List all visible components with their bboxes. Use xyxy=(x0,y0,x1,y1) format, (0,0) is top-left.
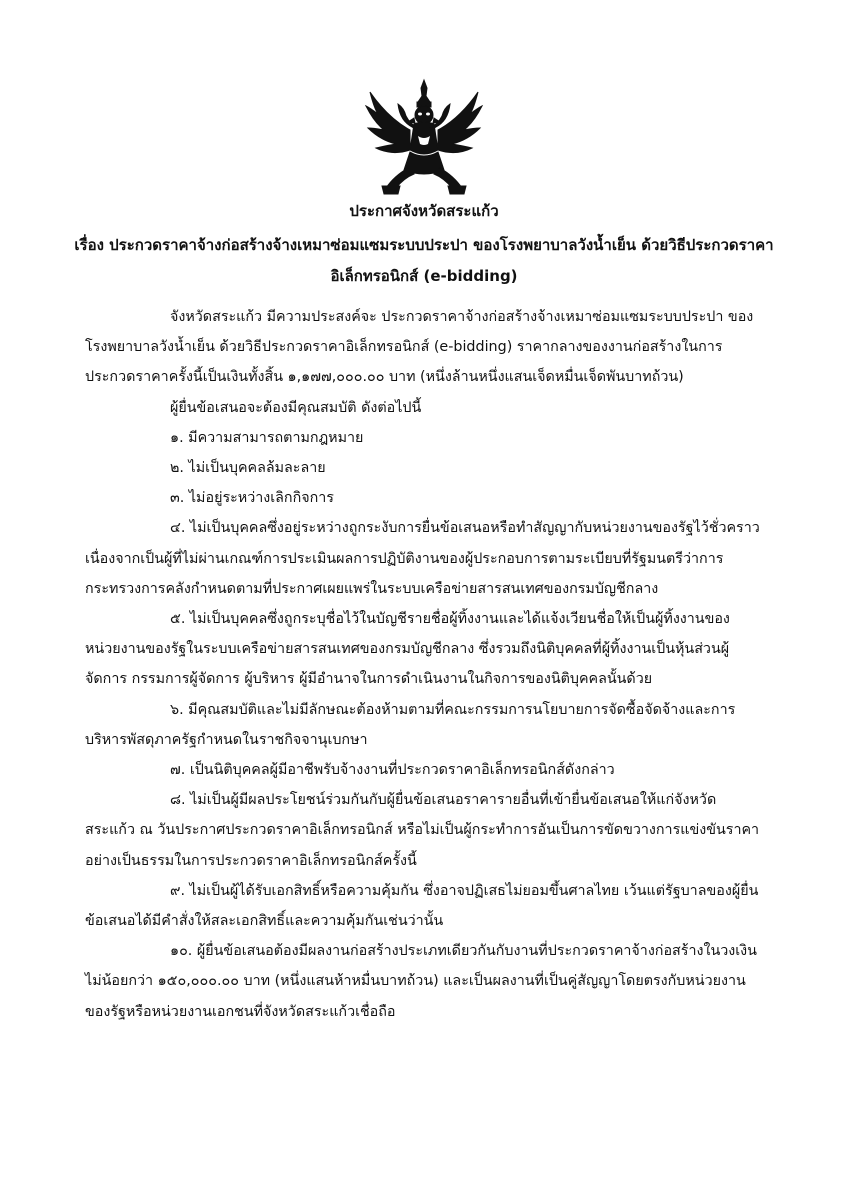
intro-paragraph: จังหวัดสระแก้ว มีความประสงค์จะ ประกวดราคาจ้างก่อสร้างจ้างเหมาซ่อมแซมระบบประปา ของโรงพยาบาลวังน้ำเย็น ด้วยวิธีประกวดราคาอิเล็กทรอนิกส์ (e-bidding) ราคากลางของงานก่อสร้างในการประกวดราคาครั้งนี้เป็นเงินทั้งสิ้น ๑,๑๗๗,๐๐๐.๐๐ บาท (หนึ่งล้านหนึ่งแสนเจ็ดหมื่นเจ็ดพันบาทถ้วน) xyxy=(85,309,754,386)
subject-line-2: อิเล็กทรอนิกส์ (e-bidding) xyxy=(330,267,518,285)
qualification-item-9: ๙. ไม่เป็นผู้ได้รับเอกสิทธิ์หรือความคุ้มกัน ซึ่งอาจปฏิเสธไม่ยอมขึ้นศาลไทย เว้นแต่รัฐบาลของผู้ยื่นข้อเสนอได้มีคำสั่งให้สละเอกสิทธิ์และความคุ้มกันเช่นว่านั้น xyxy=(85,882,759,930)
qualification-item-6: ๖. มีคุณสมบัติและไม่มีลักษณะต้องห้ามตามที่คณะกรรมการนโยบายการจัดซื้อจัดจ้างและการบริหารพัสดุภาครัฐกำหนดในราชกิจจานุเบกษา xyxy=(85,701,736,748)
qualification-item-8: ๘. ไม่เป็นผู้มีผลประโยชน์ร่วมกันกับผู้ยื่นข้อเสนอราคารายอื่นที่เข้ายื่นข้อเสนอให้แก่จังหวัดสระแก้ว ณ วันประกาศประกวดราคาอิเล็กทรอนิกส์ หรือไม่เป็นผู้กระทำการอันเป็นการขัดขวางการแข่งขันราคาอย่างเป็นธรรมในการประกวดราคาอิเล็กทรอนิกส์ครั้งนี้ xyxy=(85,792,760,869)
announcement-subject xyxy=(60,230,788,292)
qualification-item-5: ๕. ไม่เป็นบุคคลซึ่งถูกระบุชื่อไว้ในบัญชีรายชื่อผู้ทิ้งงานและได้แจ้งเวียนชื่อให้เป็นผู้ทิ้งงานของหน่วยงานของรัฐในระบบเครือข่ายสารสนเทศของกรมบัญชีกลาง ซึ่งรวมถึงนิติบุคคลที่ผู้ทิ้งงานเป็นหุ้นส่วนผู้จัดการ กรรมการผู้จัดการ ผู้บริหาร ผู้มีอำนาจในการดำเนินงานในกิจการของนิติบุคคลนั้นด้วย xyxy=(85,611,730,688)
qualification-item-7: ๗. เป็นนิติบุคคลผู้มีอาชีพรับจ้างงานที่ประกวดราคาอิเล็กทรอนิกส์ดังกล่าว xyxy=(170,762,615,779)
qualification-item-4: ๔. ไม่เป็นบุคคลซึ่งอยู่ระหว่างถูกระงับการยื่นข้อเสนอหรือทำสัญญากับหน่วยงานของรัฐไว้ชั่วคราว เนื่องจากเป็นผู้ที่ไม่ผ่านเกณฑ์การประเมินผลการปฏิบัติงานของผู้ประกอบการตามระเบียบที่รัฐมนตรีว่าการกระทรวงการคลังกำหนดตามที่ประกาศเผยแพร่ในระบบเครือข่ายสารสนเทศของกรมบัญชีกลาง xyxy=(85,520,760,597)
qualification-item-1: ๑. มีความสามารถตามกฎหมาย xyxy=(170,429,364,446)
garuda-emblem-icon xyxy=(364,78,484,196)
qualification-item-10: ๑๐. ผู้ยื่นข้อเสนอต้องมีผลงานก่อสร้างประเภทเดียวกันกับงานที่ประกวดราคาจ้างก่อสร้างในวงเงินไม่น้อยกว่า ๑๕๐,๐๐๐.๐๐ บาท (หนึ่งแสนห้าหมื่นบาทถ้วน) และเป็นผลงานที่เป็นคู่สัญญาโดยตรงกับหน่วยงานของรัฐหรือหน่วยงานเอกชนที่จังหวัดสระแก้วเชื่อถือ xyxy=(85,943,757,1020)
qualification-item-2: ๒. ไม่เป็นบุคคลล้มละลาย xyxy=(170,460,326,477)
subject-line-1: เรื่อง ประกวดราคาจ้างก่อสร้างจ้างเหมาซ่อมแซมระบบประปา ของโรงพยาบาลวังน้ำเย็น ด้วยวิธีประกวดราคา xyxy=(74,236,774,254)
announcement-title: ประกาศจังหวัดสระแก้ว xyxy=(349,202,499,220)
qualification-heading: ผู้ยื่นข้อเสนอจะต้องมีคุณสมบัติ ดังต่อไปนี้ xyxy=(170,399,422,416)
qualification-item-3: ๓. ไม่อยู่ระหว่างเลิกกิจการ xyxy=(170,490,334,507)
announcement-body xyxy=(85,302,765,1027)
